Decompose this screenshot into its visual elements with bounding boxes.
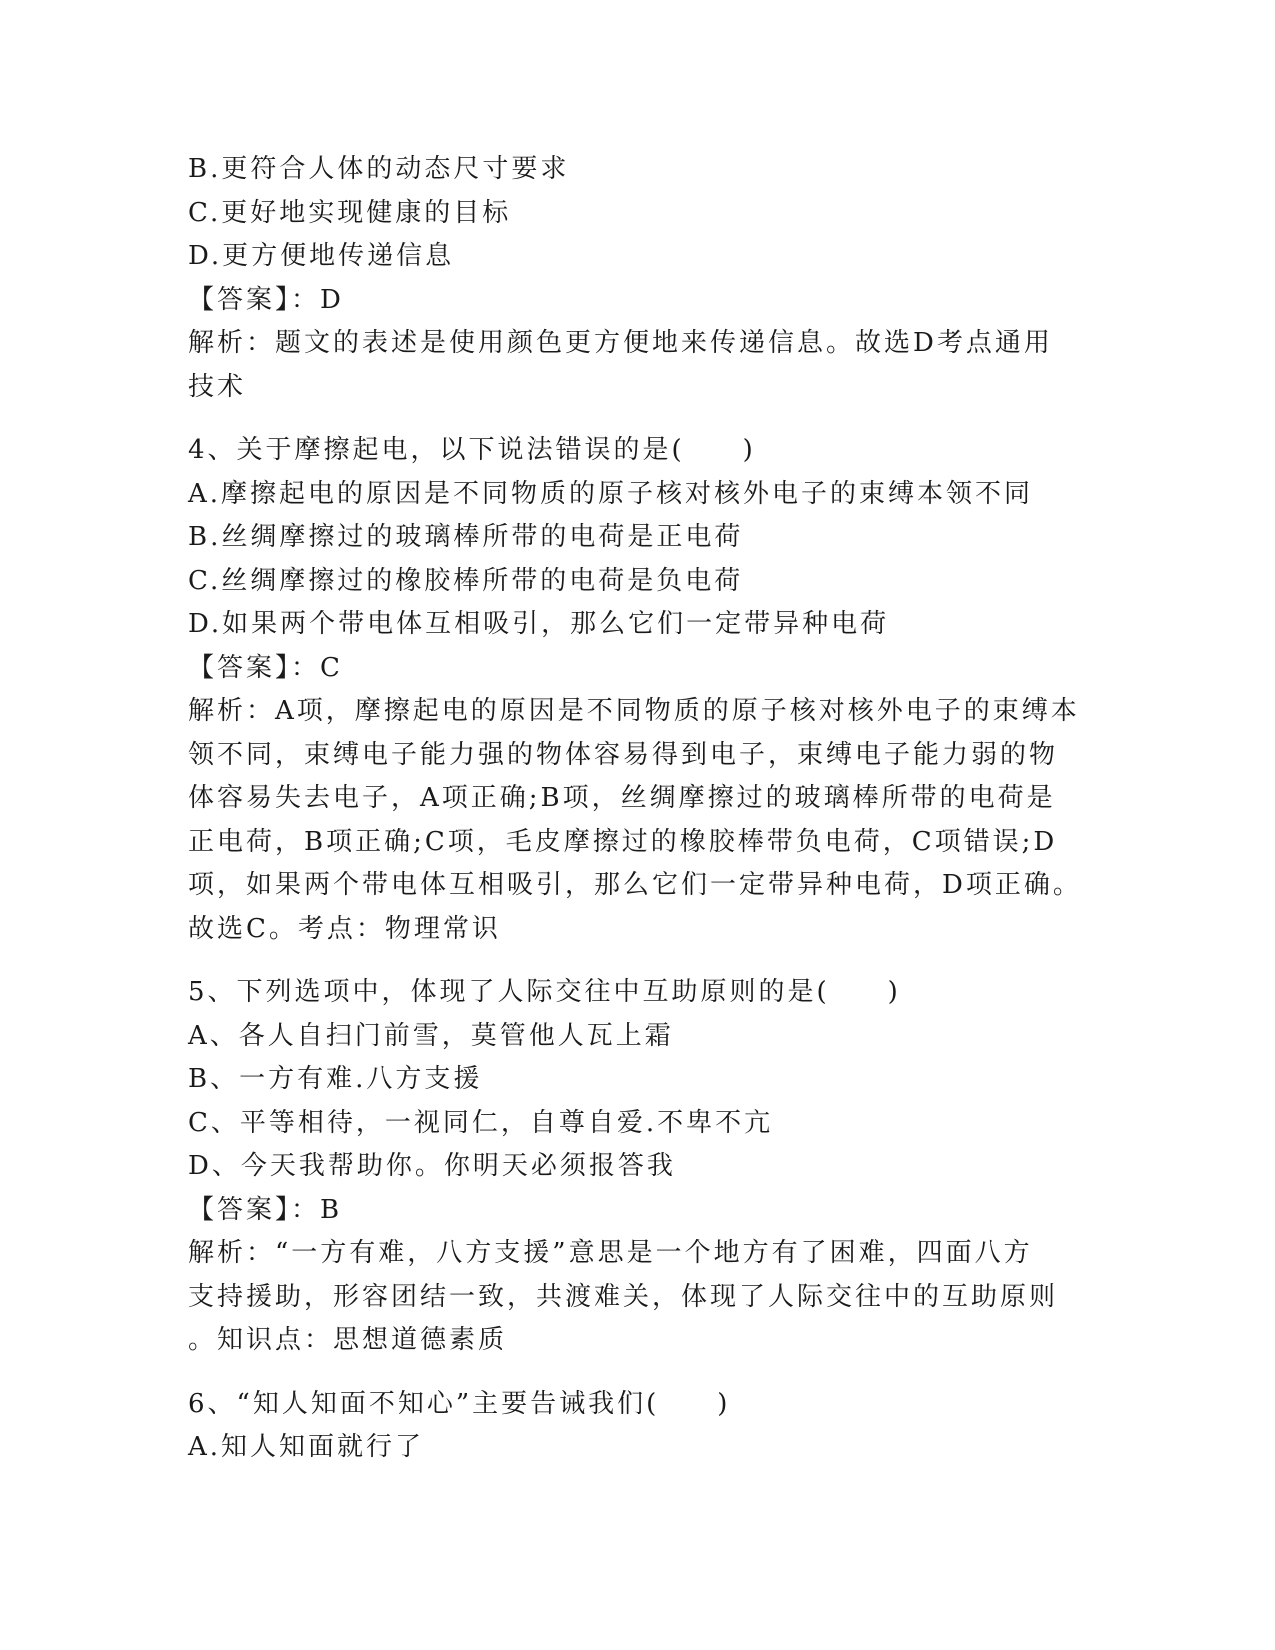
q4-analysis-line-1: 解析：A项，摩擦起电的原因是不同物质的原子核对核外电子的束缚本 <box>188 696 1080 726</box>
q6-question: 6、“知人知面不知心”主要告诫我们( ) <box>188 1388 731 1419</box>
q3-option-b: B.更符合人体的动态尺寸要求 <box>188 154 570 184</box>
question-spacer <box>188 409 1088 429</box>
question-5 <box>188 971 1088 1363</box>
q5-question: 5、下列选项中，体现了人际交往中互助原则的是( ) <box>188 977 901 1007</box>
q4-answer: 【答案】：C <box>188 652 343 683</box>
q3-option-d: D.更方便地传递信息 <box>188 241 455 271</box>
question-spacer <box>188 1363 1088 1383</box>
q3-option-c: C.更好地实现健康的目标 <box>188 197 512 228</box>
q4-analysis-line-5: 项，如果两个带电体互相吸引，那么它们一定带异种电荷，D项正确。 <box>188 870 1082 900</box>
q5-option-c: C、平等相待，一视同仁，自尊自爱.不卑不亢 <box>188 1107 774 1138</box>
q5-answer: 【答案】：B <box>188 1194 343 1225</box>
q5-option-b: B、一方有难.八方支援 <box>188 1064 483 1094</box>
q4-option-c: C.丝绸摩擦过的橡胶棒所带的电荷是负电荷 <box>188 565 744 596</box>
q5-option-d: D、今天我帮助你。你明天必须报答我 <box>188 1151 676 1181</box>
q5-analysis-line-3: 。知识点：思想道德素质 <box>188 1325 508 1355</box>
q5-analysis-line-1: 解析：“一方有难，八方支援”意思是一个地方有了困难，四面八方 <box>188 1238 1033 1268</box>
question-6 <box>188 1383 1088 1470</box>
q4-analysis-line-6: 故选C。考点：物理常识 <box>188 913 501 944</box>
q4-analysis-line-4: 正电荷，B项正确;C项，毛皮摩擦过的橡胶棒带负电荷，C项错误;D <box>188 826 1058 857</box>
q6-option-a: A.知人知面就行了 <box>188 1432 425 1462</box>
question-4 <box>188 429 1088 951</box>
q4-analysis-line-2: 领不同，束缚电子能力强的物体容易得到电子，束缚电子能力弱的物 <box>188 739 1059 770</box>
q3-answer: 【答案】：D <box>188 284 344 315</box>
question-3-continued <box>188 148 1088 409</box>
document-page <box>188 148 1088 1470</box>
q4-option-d: D.如果两个带电体互相吸引，那么它们一定带异种电荷 <box>188 609 890 639</box>
q3-analysis-line-2: 技术 <box>188 371 247 402</box>
q4-analysis-line-3: 体容易失去电子，A项正确;B项，丝绸摩擦过的玻璃棒所带的电荷是 <box>188 783 1056 813</box>
q5-option-a: A、各人自扫门前雪，莫管他人瓦上霜 <box>188 1020 674 1051</box>
question-spacer <box>188 951 1088 971</box>
q4-option-a: A.摩擦起电的原因是不同物质的原子核对核外电子的束缚本领不同 <box>188 478 1034 509</box>
q4-option-b: B.丝绸摩擦过的玻璃棒所带的电荷是正电荷 <box>188 522 744 552</box>
q5-analysis-line-2: 支持援助，形容团结一致，共渡难关，体现了人际交往中的互助原则 <box>188 1281 1059 1312</box>
q3-analysis-line-1: 解析：题文的表述是使用颜色更方便地来传递信息。故选D考点通用 <box>188 328 1053 358</box>
q4-question: 4、关于摩擦起电，以下说法错误的是( ) <box>188 435 756 465</box>
